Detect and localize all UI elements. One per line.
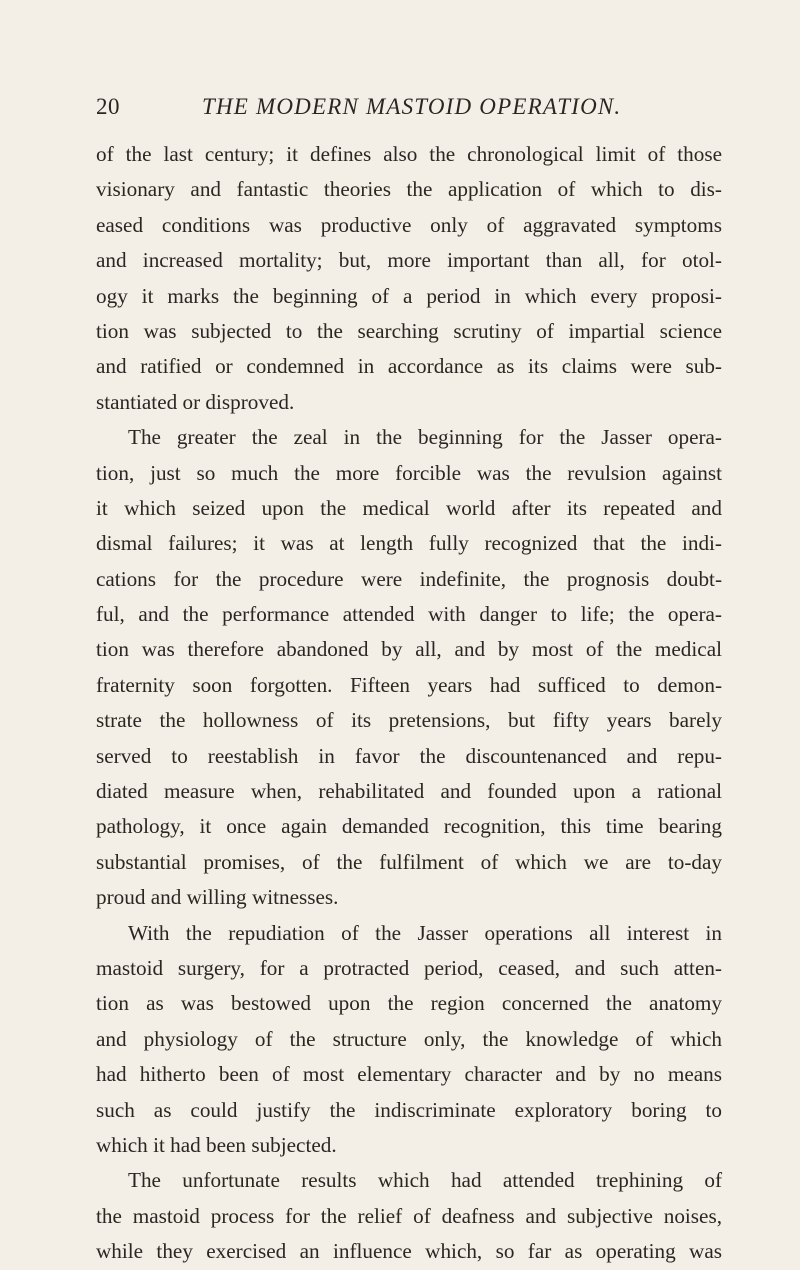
text-line: cations for the procedure were indefinite, the prognosis doubt- [96,566,722,591]
text-line: visionary and fantastic theories the application of which to dis- [96,177,722,202]
text-line: dismal failures; it was at length fully recognized that the indi- [96,531,722,556]
running-head [96,94,722,134]
text-line: stantiated or disproved. [96,389,295,414]
text-line: diated measure when, rehabilitated and founded upon a rational [96,779,722,804]
text-line: and increased mortality; but, more important than all, for otol- [96,248,722,273]
text-line: proud and willing witnesses. [96,885,339,910]
text-line: tion was therefore abandoned by all, and by most of the medical [96,637,722,662]
text-line: The unfortunate results which had attended trephining of [128,1168,722,1193]
text-line: tion as was bestowed upon the region concerned the anatomy [96,991,722,1016]
text-line: the mastoid process for the relief of deafness and subjective noises, [96,1203,722,1228]
text-line: of the last century; it defines also the chronological limit of those [96,142,722,166]
paragraph [96,420,722,915]
text-line: eased conditions was productive only of aggravated symptoms [96,212,722,237]
text-line: and physiology of the structure only, the knowledge of which [96,1026,722,1051]
text-line: pathology, it once again demanded recognition, this time bearing [96,814,722,839]
text-line: while they exercised an influence which, so far as operating was [96,1239,722,1264]
text-line: tion was subjected to the searching scrutiny of impartial science [96,318,722,343]
text-line: and ratified or condemned in accordance as its claims were sub- [96,354,722,379]
text-line: such as could justify the indiscriminate exploratory boring to [96,1097,722,1122]
text-line: With the repudiation of the Jasser operations all interest in [128,920,722,945]
text-line: had hitherto been of most elementary character and by no means [96,1062,722,1087]
text-line: tion, just so much the more forcible was the revulsion against [96,460,722,485]
text-line: it which seized upon the medical world after its repeated and [96,495,722,520]
paragraph [96,1163,722,1269]
running-title: THE MODERN MASTOID OPERATION. [202,94,622,119]
text-line: ful, and the performance attended with danger to life; the opera- [96,602,722,627]
text-line: mastoid surgery, for a protracted period, ceased, and such atten- [96,955,722,980]
body-text [96,137,722,1270]
paragraph [96,137,722,420]
text-line: fraternity soon forgotten. Fifteen years had sufficed to demon- [96,672,722,697]
text-line: ogy it marks the beginning of a period in which every proposi- [96,283,722,308]
page-number: 20 [96,94,120,119]
text-line: served to reestablish in favor the discountenanced and repu- [96,743,722,768]
paragraph [96,916,722,1164]
text-line: substantial promises, of the fulfilment of which we are to-day [96,849,722,874]
text-line: which it had been subjected. [96,1132,337,1157]
text-line: strate the hollowness of its pretensions, but fifty years barely [96,708,722,733]
text-line: The greater the zeal in the beginning for the Jasser opera- [128,425,722,450]
